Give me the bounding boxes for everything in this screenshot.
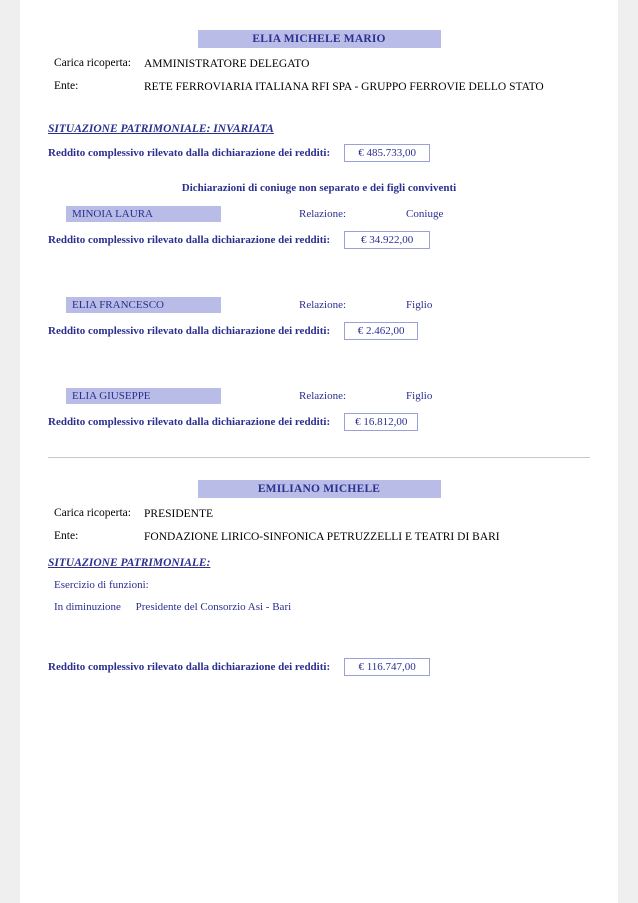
section-divider: [48, 457, 590, 458]
income-label: Reddito complessivo rilevato dalla dichiarazione dei redditi:: [48, 324, 331, 337]
income-value-box: € 116.747,00: [344, 658, 430, 676]
person-name-banner: ELIA MICHELE MARIO: [198, 30, 441, 48]
role-row: [48, 507, 590, 521]
relative-name: ELIA FRANCESCO: [66, 297, 221, 313]
functions-row: [48, 601, 590, 613]
functions-status: In diminuzione: [54, 600, 121, 613]
relative-name: MINOIA LAURA: [66, 206, 221, 222]
situation-heading: SITUAZIONE PATRIMONIALE:: [48, 556, 211, 569]
role-value: AMMINISTRATORE DELEGATO: [144, 58, 310, 70]
document-page: [20, 0, 618, 903]
person-entry: [48, 480, 590, 676]
entity-row: [48, 530, 590, 544]
income-row: [48, 322, 590, 340]
income-label: Reddito complessivo rilevato dalla dichiarazione dei redditi:: [48, 233, 331, 246]
relation-label: Relazione:: [299, 207, 347, 220]
income-value-box: € 485.733,00: [344, 144, 430, 162]
income-row: [48, 413, 590, 431]
role-label: Carica ricoperta:: [54, 506, 131, 519]
relation-label: Relazione:: [299, 389, 347, 402]
relation-value: Coniuge: [406, 207, 444, 220]
income-row: [48, 144, 590, 162]
income-value-box: € 16.812,00: [344, 413, 418, 431]
relative-row: [48, 206, 590, 222]
role-value: PRESIDENTE: [144, 507, 213, 520]
person-name-banner: EMILIANO MICHELE: [198, 480, 441, 498]
role-label: Carica ricoperta:: [54, 57, 131, 69]
relation-value: Figlio: [406, 298, 433, 311]
functions-heading: Esercizio di funzioni:: [54, 578, 149, 591]
income-label: Reddito complessivo rilevato dalla dichiarazione dei redditi:: [48, 660, 331, 673]
entity-label: Ente:: [54, 80, 79, 93]
role-row: [48, 57, 590, 71]
spacer: [48, 249, 590, 285]
entity-row: [48, 80, 590, 94]
functions-detail: Presidente del Consorzio Asi - Bari: [135, 600, 292, 613]
income-label: Reddito complessivo rilevato dalla dichiarazione dei redditi:: [48, 415, 331, 428]
entity-value: RETE FERROVIARIA ITALIANA RFI SPA - GRUPPO FERROVIE DELLO STATO: [144, 81, 544, 94]
relative-row: [48, 388, 590, 404]
relation-label: Relazione:: [299, 298, 347, 311]
relative-row: [48, 297, 590, 313]
spacer: [48, 340, 590, 376]
income-row: [48, 231, 590, 249]
income-value-box: € 2.462,00: [344, 322, 418, 340]
spacer: [48, 613, 590, 649]
situation-heading: SITUAZIONE PATRIMONIALE: INVARIATA: [48, 122, 274, 135]
entity-value: FONDAZIONE LIRICO-SINFONICA PETRUZZELLI E TEATRI DI BARI: [144, 531, 500, 544]
entity-label: Ente:: [54, 530, 79, 543]
family-declarations-heading: Dichiarazioni di coniuge non separato e dei figli conviventi: [181, 181, 457, 194]
person-entry: [48, 30, 590, 431]
relative-name: ELIA GIUSEPPE: [66, 388, 221, 404]
income-label: Reddito complessivo rilevato dalla dichiarazione dei redditi:: [48, 146, 331, 159]
income-value-box: € 34.922,00: [344, 231, 430, 249]
relation-value: Figlio: [406, 389, 433, 402]
income-row: [48, 658, 590, 676]
